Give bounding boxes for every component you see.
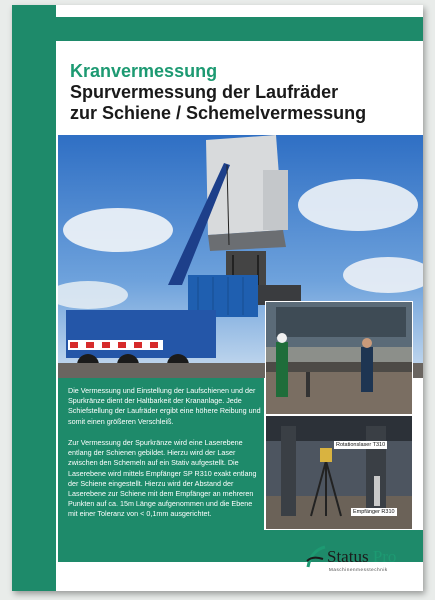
category-heading: Kranvermessung — [70, 61, 218, 81]
receiver-label: Empfänger R310 — [353, 509, 395, 515]
title-block — [70, 60, 420, 124]
status-pro-swoosh-icon — [305, 545, 327, 571]
logo-subtitle: Maschinenmesstechnik — [329, 567, 388, 572]
site-photo-laser — [265, 415, 413, 530]
site-photo-workers — [265, 301, 413, 415]
logo-name-accent: Pro — [372, 547, 397, 566]
page-title-line1: Spurvermessung der Laufräder — [70, 82, 339, 102]
logo-name-main: Status — [327, 547, 369, 566]
top-accent-bar — [56, 17, 423, 41]
paragraph-intro: Die Vermessung und Einstellung der Laufschienen und der Spurkränze dient der Haltbarkeit der Krananlage. Jede Schiefstellung der Laufräder ergibt eine höhere Reibung und somit einen größeren Verschleiß. — [68, 386, 261, 426]
left-accent-bar — [12, 5, 56, 591]
page-title-line2: zur Schiene / Schemelvermessung — [70, 103, 367, 123]
laser-label: Rotationslaser T310 — [336, 442, 386, 448]
status-pro-logo — [305, 545, 423, 585]
logo-name — [327, 547, 396, 567]
brochure-page — [12, 5, 423, 591]
paragraph-method: Zur Vermessung der Spurkränze wird eine Laserebene entlang der Schienen gebildet. Hierzu wird der Laser zwischen den Schemeln auf ein Stativ aufgestellt. Die Laserebene wird mittels Empfänger SP R310 exakt entlang der Schiene eingestellt. Hierzu wird der Abstand der Laserebene zur Schiene mit dem Empfänger an mehreren Punkten auf ca. 15m Länge aufgenommen und die Ebene mit einer Toleranz von < 0,1mm ausgerichtet. — [68, 438, 257, 519]
